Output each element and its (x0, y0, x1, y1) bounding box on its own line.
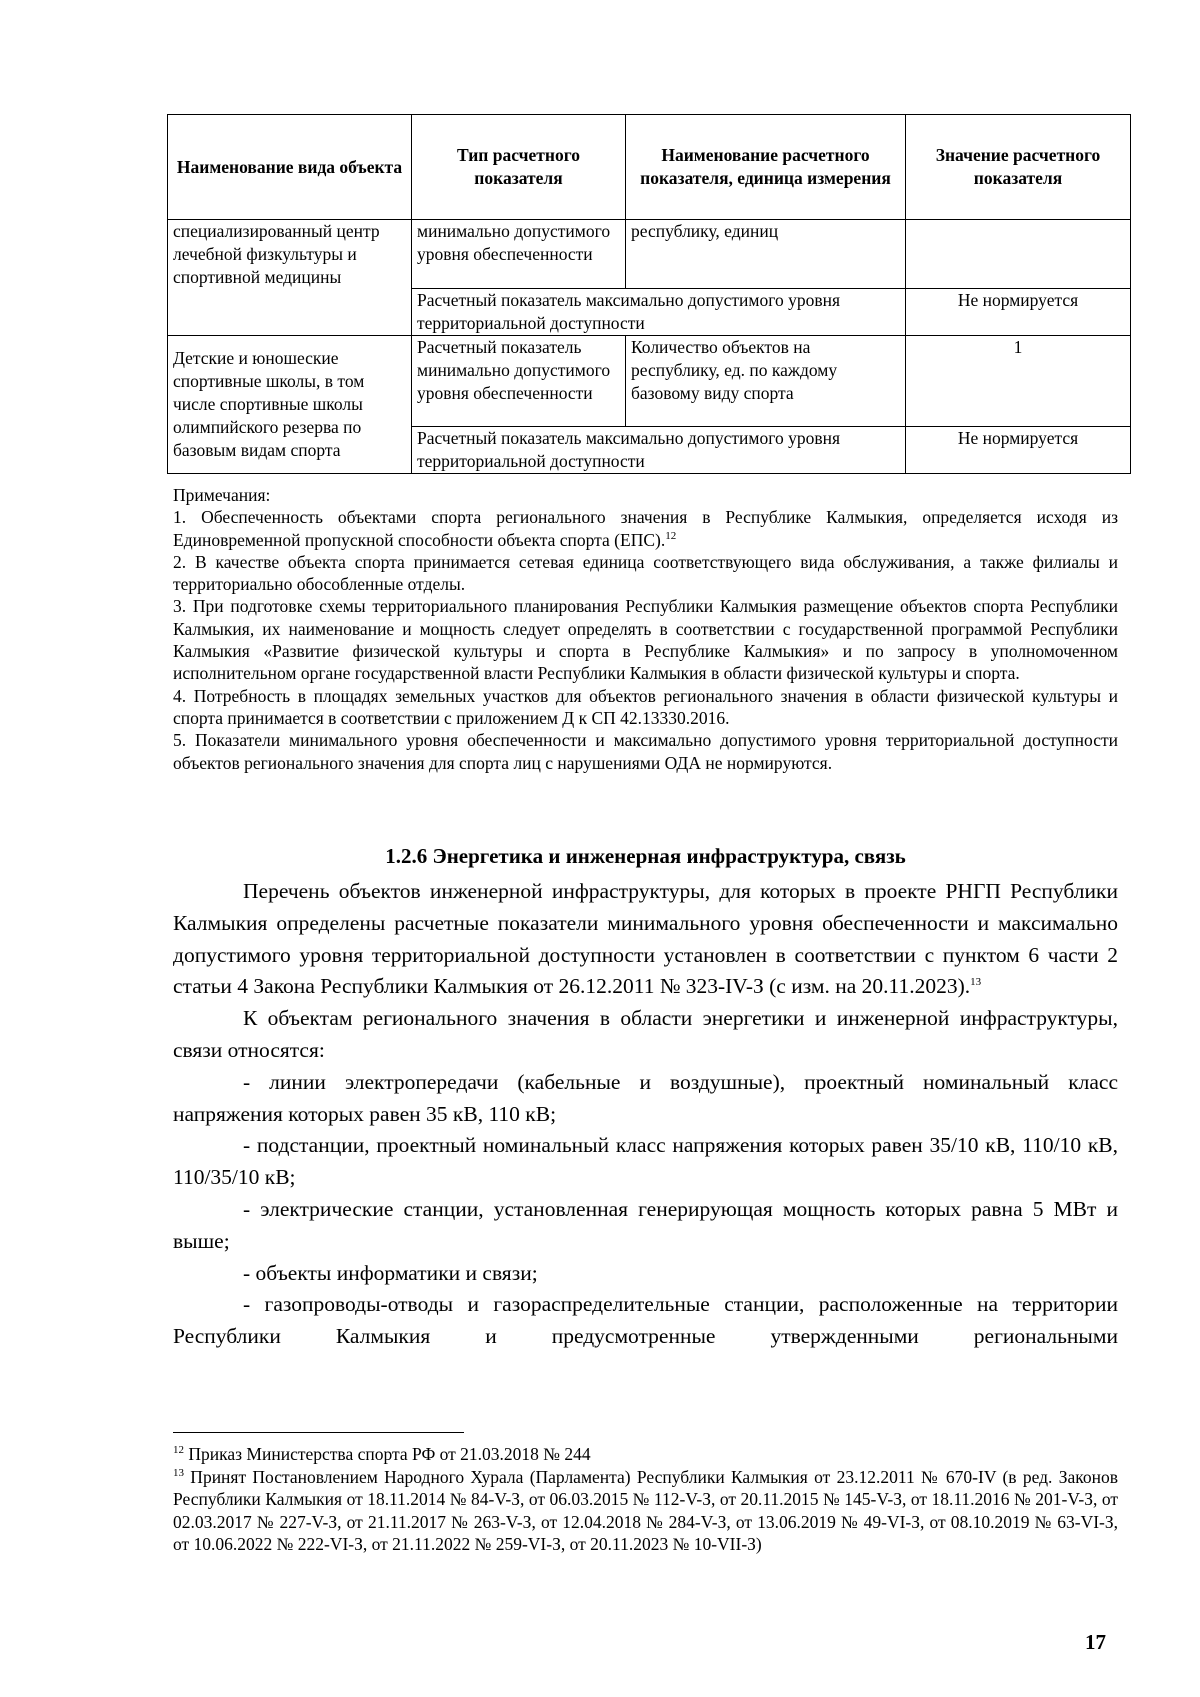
cell-merged-text: Расчетный показатель максимально допустимого уровня территориальной доступности (412, 427, 906, 474)
list-item: - газопроводы-отводы и газораспределительные станции, расположенные на территории Республики Калмыкия и предусмотренные утвержденными региональными (173, 1292, 1118, 1349)
list-item: - объекты информатики и связи; (243, 1260, 538, 1285)
cell-merged-text: Расчетный показатель максимально допустимого уровня территориальной доступности (412, 289, 906, 336)
cell-object: Детские и юношеские спортивные школы, в том числе спортивные школы олимпийского резерва по базовым видам спорта (168, 336, 412, 474)
norms-table (167, 114, 1131, 474)
header-indicator-name: Наименование расчетного показателя, единица измерения (626, 115, 906, 220)
cell-name: Количество объектов на республику, ед. по каждому базовому виду спорта (626, 336, 906, 427)
footnote-separator (173, 1432, 464, 1433)
notes-title: Примечания: (173, 485, 271, 505)
cell-value: Не нормируется (906, 427, 1131, 474)
cell-object: специализированный центр лечебной физкультуры и спортивной медицины (168, 220, 412, 336)
cell-type: минимально допустимого уровня обеспеченности (412, 220, 626, 289)
paragraph-list-intro: К объектам регионального значения в области энергетики и инженерной инфраструктуры, связи относятся: (173, 1006, 1118, 1062)
paragraph-intro: Перечень объектов инженерной инфраструктуры, для которых в проекте РНГП Республики Калмыкия определены расчетные показатели минимального уровня обеспеченности и максимально допустимого уровня территориальной доступности установлен в соответствии с пунктом 6 части 2 статьи 4 Закона Республики Калмыкия от 26.12.2011 № 323-IV-З (с изм. на 20.11.2023).$^{13}$ (173, 879, 1118, 999)
footnote-12: $^{12}$ Приказ Министерства спорта РФ от 21.03.2018 № 244 (173, 1444, 591, 1464)
note-2: 2. В качестве объекта спорта принимается сетевая единица соответствующего вида обслуживания, а также филиалы и территориально обособленные отделы. (173, 551, 1118, 595)
footnote-13: $^{13}$ Принят Постановлением Народного Хурала (Парламента) Республики Калмыкия от 23.12.2011 № 670-IV (в ред. Законов Республики Калмыкия от 18.11.2014 № 84-V-З, от 06.03.2015 № 112-V-З, от 20.11.2015 № 145-V-З, от 18.11.2016 № 201-V-З, от 02.03.2017 № 227-V-З, от 21.11.2017 № 263-V-З, от 12.04.2018 № 284-V-З, от 13.06.2019 № 49-VI-З, от 08.10.2019 № 63-VI-З, от 10.06.2022 № 222-VI-З, от 21.11.2022 № 259-VI-З, от 20.11.2023 № 10-VII-З) (173, 1466, 1118, 1554)
note-3: 3. При подготовке схемы территориального планирования Республики Калмыкия размещение объектов спорта Республики Калмыкия, их наименование и мощность следует определять в соответствии с государственной программой Республики Калмыкия «Развитие физической культуры и спорта в Республике Калмыкия» и по запросу в уполномоченном исполнительном органе государственной власти Республики Калмыкия в области физической культуры и спорта. (173, 596, 1118, 684)
note-5: 5. Показатели минимального уровня обеспеченности и максимально допустимого уровня территориальной доступности объектов регионального значения для спорта лиц с нарушениями ОДА не нормируются. (173, 730, 1118, 773)
header-indicator-type: Тип расчетного показателя (412, 115, 626, 220)
list-item: - электрические станции, установленная генерирующая мощность которых равна 5 МВт и выше; (173, 1196, 1118, 1253)
cell-value: Не нормируется (906, 289, 1131, 336)
list-item: - подстанции, проектный номинальный класс напряжения которых равен 35/10 кВ, 110/10 кВ, 110/35/10 кВ; (173, 1133, 1118, 1190)
cell-type: Расчетный показатель минимально допустимого уровня обеспеченности (412, 336, 626, 427)
header-object-type: Наименование вида объекта (168, 115, 412, 220)
note-4: 4. Потребность в площадях земельных участков для объектов регионального значения в области физической культуры и спорта принимается в соответствии с приложением Д к СП 42.13330.2016. (173, 685, 1118, 728)
note-1: 1. Обеспеченность объектами спорта регионального значения в Республике Калмыкия, определяется исходя из Единовременной пропускной способности объекта спорта (ЕПС).$^{12}$ (173, 507, 1118, 550)
table-row (168, 220, 1131, 289)
footnote-ref-12[interactable]: 12 (665, 529, 677, 542)
footnote-ref-13[interactable]: 13 (970, 976, 982, 989)
section-body (173, 876, 1118, 1353)
header-indicator-value: Значение расчетного показателя (906, 115, 1131, 220)
list-item: - линии электропередачи (кабельные и воздушные), проектный номинальный класс напряжения которых равен 35 кВ, 110 кВ; (173, 1069, 1118, 1126)
section-heading: 1.2.6 Энергетика и инженерная инфраструктура, связь (385, 844, 906, 868)
footnotes-block (173, 1443, 1118, 1556)
notes-block (173, 484, 1118, 774)
page-number: 17 (1085, 1630, 1106, 1654)
cell-value: 1 (906, 336, 1131, 427)
table-header-row (168, 115, 1131, 220)
cell-value (906, 220, 1131, 289)
cell-name: республику, единиц (626, 220, 906, 289)
table-row (168, 336, 1131, 427)
